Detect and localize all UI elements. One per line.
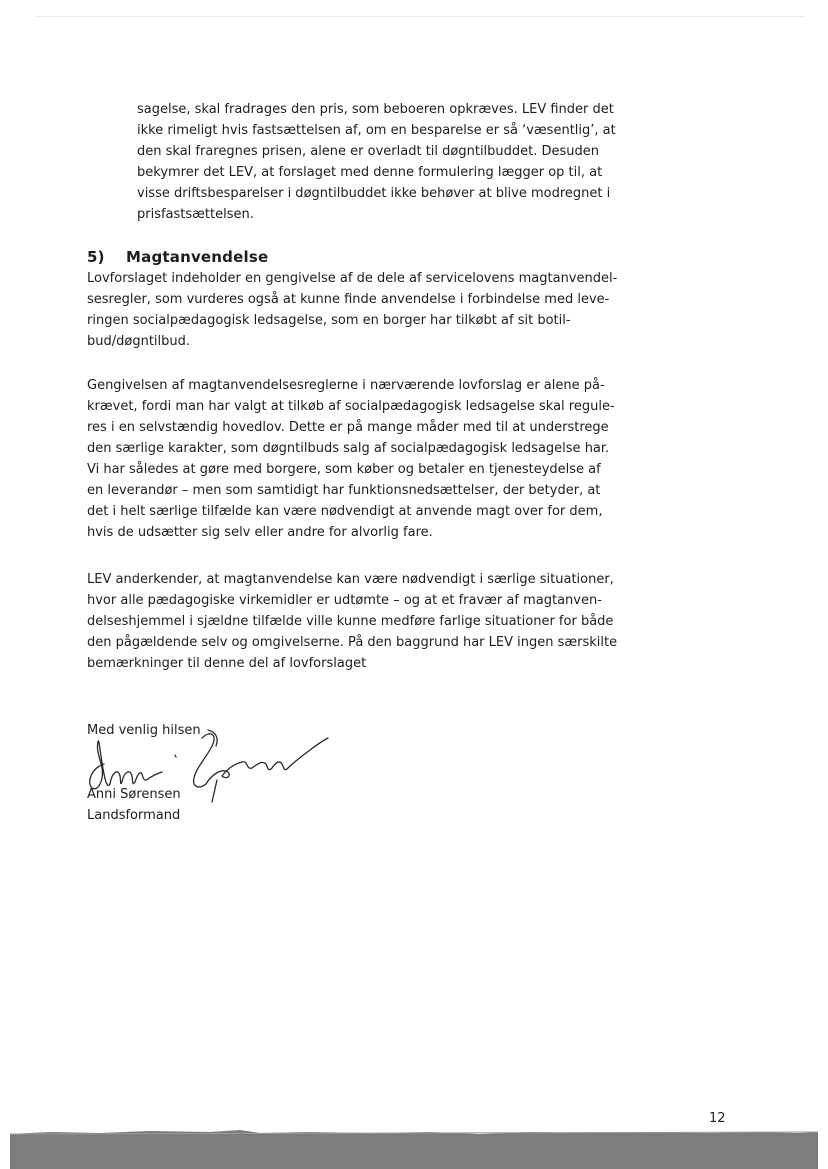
signer-block — [87, 784, 181, 826]
text-line: bemærkninger til denne del af lovforslaget — [87, 656, 367, 671]
text-line: visse driftsbesparelser i døgntilbuddet ikke behøver at blive modregnet i — [137, 186, 611, 201]
text-line: Gengivelsen af magtanvendelsesreglerne i nærværende lovforslag er alene på- — [87, 378, 605, 393]
text-line: ikke rimeligt hvis fastsættelsen af, om en besparelse er så ‘væsentlig’, at — [137, 123, 616, 138]
signer-title: Landsformand — [87, 808, 181, 823]
greeting-text: Med venlig hilsen — [87, 723, 201, 738]
text-line: res i en selvstændig hovedlov. Dette er på mange måder med til at understrege — [87, 420, 609, 435]
text-line: bud/døgntilbud. — [87, 334, 191, 349]
signer-name: Anni Sørensen — [87, 787, 181, 802]
text-line: en leverandør – men som samtidigt har funktionsnedsættelser, der betyder, at — [87, 483, 601, 498]
page-number: 12 — [709, 1111, 726, 1126]
text-line: prisfastsættelsen. — [137, 207, 254, 222]
text-line: Lovforslaget indeholder en gengivelse af de dele af servicelovens magtanvendel- — [87, 271, 618, 286]
section-heading — [87, 246, 268, 268]
header-rule — [36, 16, 806, 17]
text-line: Vi har således at gøre med borgere, som køber og betaler en tjenesteydelse af — [87, 462, 601, 477]
text-line: ringen socialpædagogisk ledsagelse, som en borger har tilkøbt af sit botil- — [87, 313, 571, 328]
text-line: den særlige karakter, som døgntilbuds salg af socialpædagogisk ledsagelse har. — [87, 441, 610, 456]
section-title: Magtanvendelse — [126, 248, 269, 266]
text-line: LEV anderkender, at magtanvendelse kan være nødvendigt i særlige situationer, — [87, 572, 614, 587]
text-line: den pågældende selv og omgivelserne. På den baggrund har LEV ingen særskilte — [87, 635, 618, 650]
text-line: det i helt særlige tilfælde kan være nødvendigt at anvende magt over for dem, — [87, 504, 603, 519]
text-line: den skal fraregnes prisen, alene er overladt til døgntilbuddet. Desuden — [137, 144, 600, 159]
footer-band — [10, 1124, 818, 1169]
text-line: hvis de udsætter sig selv eller andre for alvorlig fare. — [87, 525, 433, 540]
text-line: sagelse, skal fradrages den pris, som beboeren opkræves. LEV finder det — [137, 102, 614, 117]
text-line: bekymrer det LEV, at forslaget med denne formulering lægger op til, at — [137, 165, 603, 180]
paragraph-intro — [87, 268, 617, 352]
text-line: hvor alle pædagogiske virkemidler er udtømte – og at et fravær af magtanven- — [87, 593, 602, 608]
paragraph-reasoning — [87, 375, 615, 543]
text-line: sesregler, som vurderes også at kunne finde anvendelse i forbindelse med leve- — [87, 292, 610, 307]
indented-paragraph — [137, 99, 616, 225]
text-line: delseshjemmel i sjældne tilfælde ville kunne medføre farlige situationer for både — [87, 614, 614, 629]
section-number: 5) — [87, 248, 105, 266]
paragraph-conclusion — [87, 569, 617, 674]
text-line: krævet, fordi man har valgt at tilkøb af socialpædagogisk ledsagelse skal regule- — [87, 399, 615, 414]
